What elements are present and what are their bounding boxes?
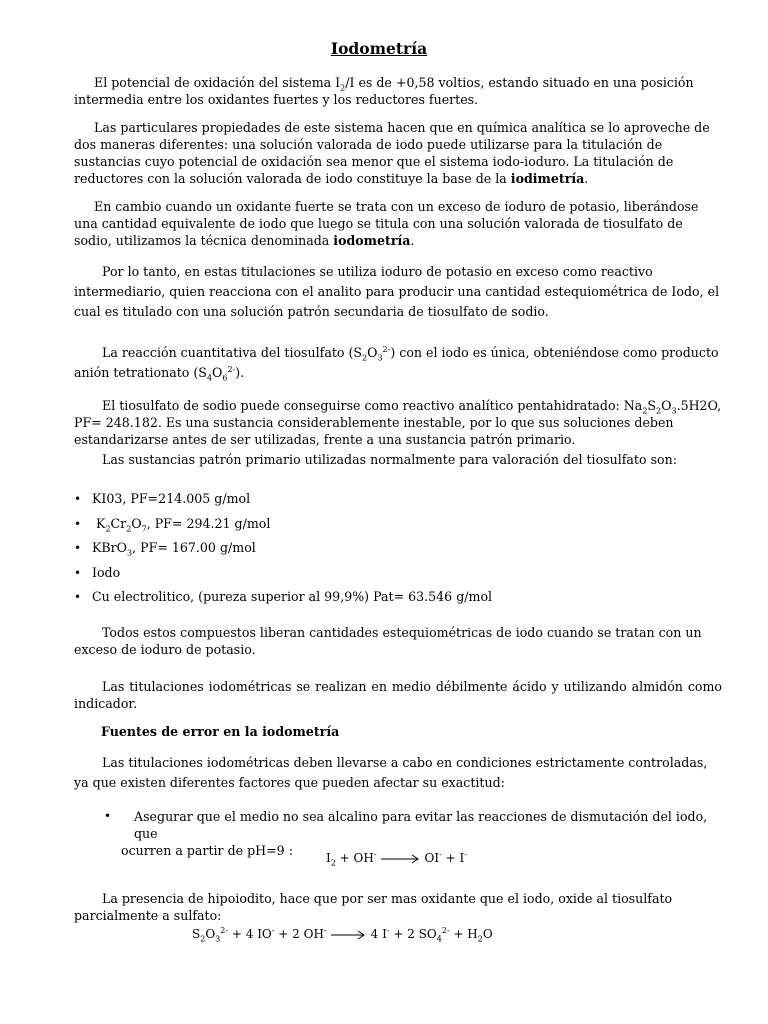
paragraph-condiciones: Las titulaciones iodométricas deben llevarse a cabo en condiciones estrictamente controladas, ya que existen diferentes factores que pueden afectar su exactitud: (74, 755, 708, 790)
equation-sulfato: $S_2O_3^{2-} + 4$ IO- + 2 OH- 4 I- + 2 $SO_4^{2-} + H_2O$ (192, 926, 493, 944)
paragraph-patron-primario: Las sustancias patrón primario utilizadas normalmente para valoración del tiosulfato son: (102, 452, 677, 467)
paragraph-medio-acido: Las titulaciones iodométricas se realizan en medio débilmente ácido y utilizando almidón como indicador. (74, 679, 722, 711)
list-item: • Cu electrolitico, (pureza superior al 99,9%) Pat= 63.546 g/mol (74, 587, 714, 612)
section-heading: Fuentes de error en la iodometría (101, 724, 340, 739)
error-bullet: • Asegurar que el medio no sea alcalino para evitar las reacciones de dismutación del iodo, que ocurren a partir de pH=9 : (104, 809, 708, 858)
paragraph-oxidante: En cambio cuando un oxidante fuerte se trata con un exceso de ioduro de potasio, liberándose una cantidad equivalente de iodo que luego se titula con una solución valorada de tiosulfato de sodio, utilizamos la técnica denominada iodometría. (74, 199, 699, 248)
paragraph-titulaciones: Por lo tanto, en estas titulaciones se utiliza ioduro de potasio en exceso como reactivo intermediario, quien reacciona con el analito para producir una cantidad estequiométrica de Iodo, el cual es titulado con una solución patrón secundaria de tiosulfato de sodio. (74, 264, 720, 319)
bullet-icon: • (104, 809, 112, 823)
paragraph-compuestos: Todos estos compuestos liberan cantidades estequiométricas de iodo cuando se tratan con un exceso de ioduro de potasio. (74, 625, 702, 657)
paragraph-tiosulfato-sodio: El tiosulfato de sodio puede conseguirse como reactivo analítico pentahidratado: $Na_2S_2O_3.5H2O$, PF= 248.182. Es una sustancia considerablemente inestable, por lo que sus soluciones deben estandarizarse antes de ser utilizadas, frente a una sustancia patrón primario. (74, 398, 722, 447)
arrow-right-icon (331, 930, 367, 940)
term-iodimetria: iodimetría (510, 171, 585, 186)
paragraph-hipoiodito: La presencia de hipoiodito, hace que por ser mas oxidante que el iodo, oxide al tiosulfato parcialmente a sulfato: (74, 891, 673, 923)
paragraph-reaccion-tiosulfato: La reacción cuantitativa del tiosulfato $(S_2O_3^{2-})$ con el iodo es única, obteniéndose como producto anión tetrationato $(S_4O_6^{2-})$. (74, 344, 719, 383)
patron-primario-list (74, 489, 714, 612)
paragraph-propiedades: Las particulares propiedades de este sistema hacen que en química analítica se lo aproveche de dos maneras diferentes: una solución valorada de iodo puede utilizarse para la titulación de sustancias cuyo potencial de oxidación sea menor que el sistema iodo-ioduro. La titulación de reductores con la solución valorada de iodo constituye la base de la iodimetría. (74, 120, 710, 186)
list-item: • KI03, PF=214.005 g/mol (74, 489, 714, 514)
bullet-icon: • (74, 590, 82, 604)
list-item: • Iodo (74, 563, 714, 588)
equation-dismutacion: $I_2 + OH^-$ OI- + I- (326, 850, 467, 868)
arrow-right-icon (381, 854, 421, 864)
bullet-icon: • (74, 516, 82, 531)
bullet-icon: • (74, 492, 82, 506)
bullet-icon: • (74, 541, 82, 555)
list-item: • $K_2Cr_2O_7$, PF= 294.21 g/mol (74, 515, 271, 534)
bullet-icon: • (74, 565, 82, 580)
term-iodometria: iodometría (333, 233, 411, 248)
page-title: Iodometría (330, 39, 428, 58)
paragraph-potencial: El potencial de oxidación del sistema $I_2/I$ es de +0,58 voltios, estando situado en una posición intermedia entre los oxidantes fuertes y los reductores fuertes. (74, 75, 694, 107)
list-item: • KBrO$_3$, PF= 167.00 g/mol (74, 540, 256, 558)
